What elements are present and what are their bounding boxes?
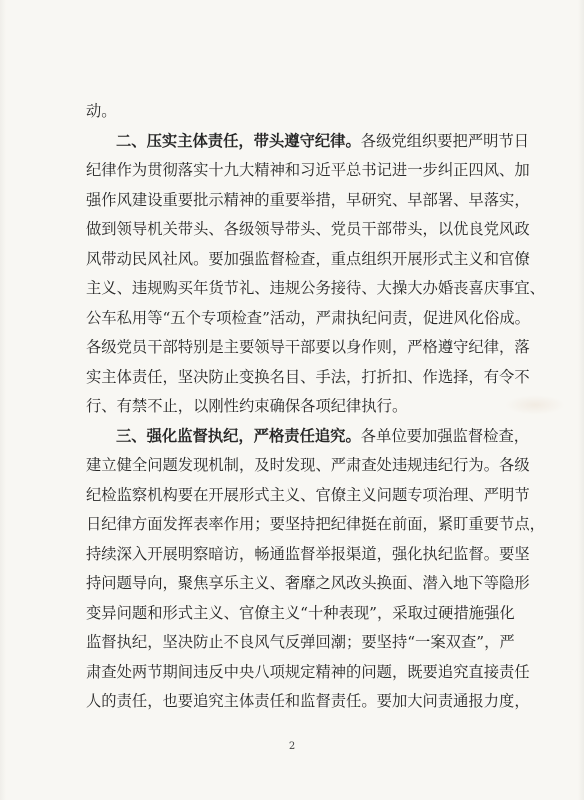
text-line: 变异问题和形式主义、官僚主义“十种表现”，采取过硬措施强化 [86,603,515,622]
paper-stain [505,395,565,415]
text-line: 监督执纪，坚决防止不良风气反弹回潮；要坚持“一案双查”，严 [86,633,515,651]
text-line: 强作风建设重要批示精神的重要举措，早研究、早部署、早落实， [86,190,530,209]
text-line: 建立健全问题发现机制，及时发现、严肃查处违规违纪行为。各级 [86,456,530,474]
text-line: 持续深入开展明察暗访，畅通监督举报渠道，强化执纪监督。要坚 [86,544,530,563]
section-heading-3-rest: 各单位要加强监督检查， [360,426,530,445]
text-line: 肃查处两节期间违反中央八项规定精神的问题，既要追究直接责任 [86,662,530,681]
text-line: 人的责任，也要追究主体责任和监督责任。要加大问责通报力度， [86,692,530,710]
text-line: 动。 [86,102,117,120]
text-line: 持问题导向，聚焦享乐主义、奢靡之风改头换面、潜入地下等隐形 [86,574,530,592]
section-heading-3: 三、强化监督执纪，严格责任追究。 [116,426,361,445]
page-number: 2 [288,741,296,752]
text-line: 实主体责任，坚决防止变换名目、手法，打折扣、作选择，有令不 [86,367,530,386]
text-line: 做到领导机关带头、各级领导带头、党员干部带头，以优良党风政 [86,220,530,238]
text-line: 主义、违规购买年货节礼、违规公务接待、大操大办婚丧喜庆事宜、 [86,279,545,297]
text-line: 公车私用等“五个专项检查”活动，严肃执纪问责，促进风化俗成。 [86,308,530,327]
text-line: 纪检监察机构要在开展形式主义、官僚主义问题专项治理、严明节 [86,485,530,504]
section-heading-line [86,422,530,452]
section-heading-line [86,127,530,157]
text-line: 风带动民风社风。要加强监督检查，重点组织开展形式主义和官僚 [86,249,530,268]
text-line: 日纪律方面发挥表率作用；要坚持把纪律挺在前面，紧盯重要节点， [86,515,545,533]
text-line: 各级党员干部特别是主要领导干部要以身作则，严格遵守纪律，落 [86,338,530,356]
text-line: 纪律作为贯彻落实十九大精神和习近平总书记进一步纠正四风、加 [86,161,530,179]
text-line: 行、有禁不止，以刚性约束确保各项纪律执行。 [86,397,408,415]
section-heading-2: 二、压实主体责任，带头遵守纪律。 [116,131,361,150]
section-heading-2-rest: 各级党组织要把严明节日 [360,131,530,150]
document-body [86,97,545,717]
